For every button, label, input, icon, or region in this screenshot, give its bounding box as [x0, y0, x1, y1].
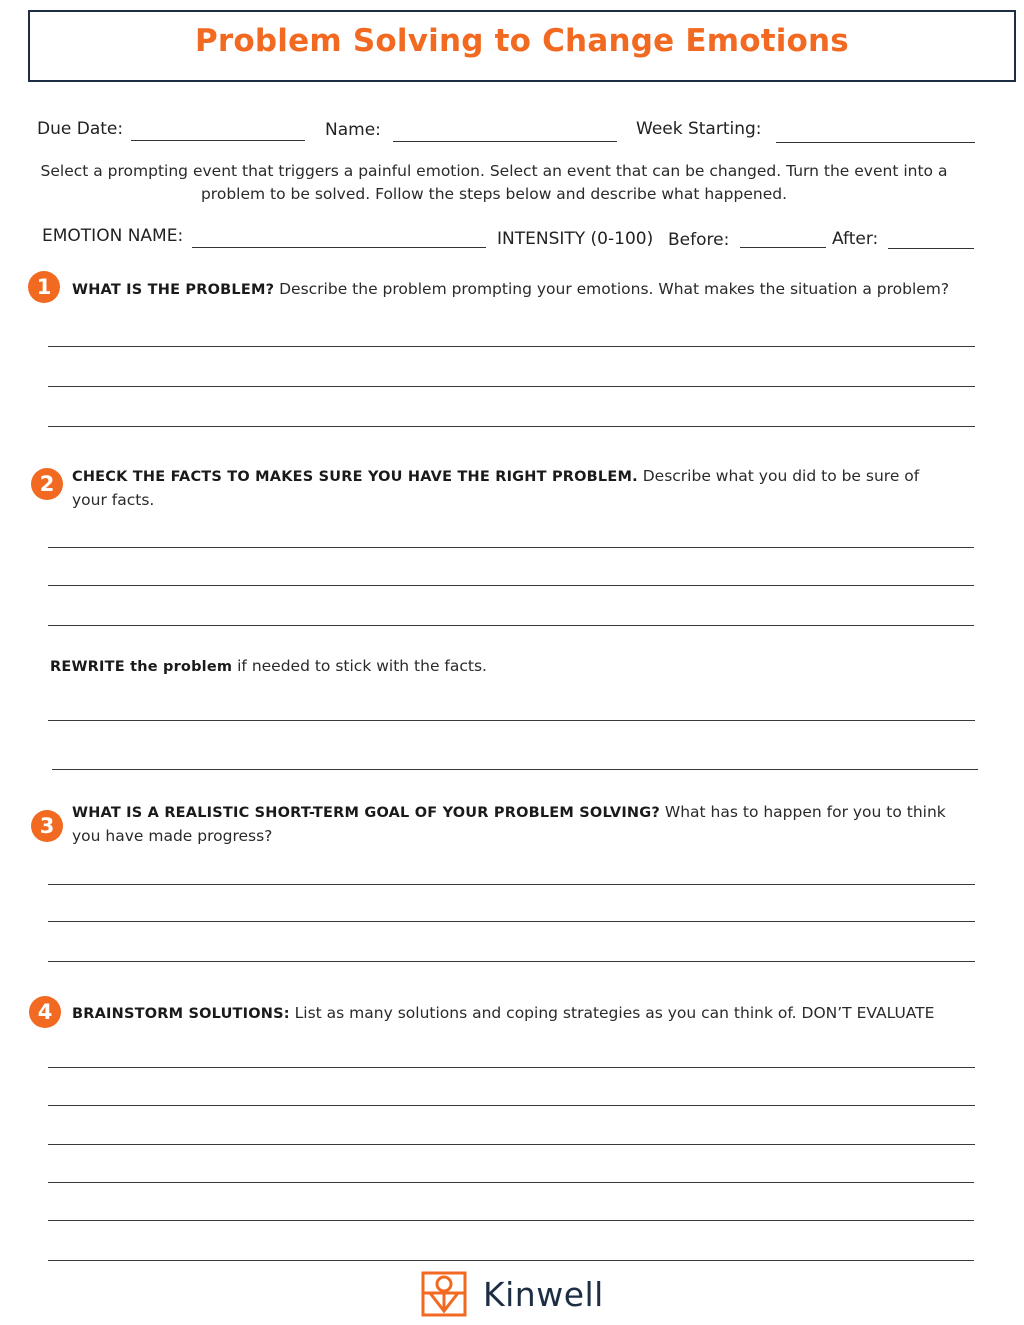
after-label: After: [832, 229, 879, 249]
step-1-heading: WHAT IS THE PROBLEM? [72, 282, 275, 298]
step-3-heading: WHAT IS A REALISTIC SHORT-TERM GOAL OF YOUR PROBLEM SOLVING? [72, 805, 660, 821]
title-box [28, 10, 1016, 82]
before-label: Before: [668, 230, 730, 250]
step-4-answer-line[interactable] [48, 1067, 975, 1068]
emotion-name-field[interactable] [192, 247, 486, 248]
step-2-answer-line[interactable] [48, 625, 974, 626]
step-4-answer-line[interactable] [48, 1105, 975, 1106]
step-2-text: Describe what you did to be sure of your facts. [72, 467, 920, 509]
kinwell-logo-mark-icon [421, 1271, 467, 1317]
after-field[interactable] [888, 248, 974, 249]
rewrite-text: if needed to stick with the facts. [232, 657, 487, 675]
step-4-answer-line[interactable] [48, 1260, 974, 1261]
step-4-answer-line[interactable] [48, 1220, 974, 1221]
step-1-prompt [72, 278, 992, 302]
step-1-text: Describe the problem prompting your emotions. What makes the situation a problem? [274, 280, 950, 298]
kinwell-logo [421, 1271, 604, 1317]
kinwell-logo-word: Kinwell [483, 1274, 604, 1314]
step-1-answer-line[interactable] [48, 386, 975, 387]
step-1-badge: 1 [28, 271, 60, 303]
step-2-answer-line[interactable] [48, 585, 974, 586]
step-3-prompt [72, 801, 952, 848]
week-starting-label: Week Starting: [636, 119, 762, 139]
intensity-label: INTENSITY (0-100) [497, 229, 654, 249]
step-4-prompt [72, 1002, 1002, 1026]
step-2-prompt [72, 465, 952, 512]
step-4-answer-line[interactable] [48, 1182, 974, 1183]
step-4-heading: BRAINSTORM SOLUTIONS: [72, 1006, 290, 1022]
step-2-answer-line[interactable] [48, 547, 974, 548]
step-4-answer-line[interactable] [48, 1144, 975, 1145]
due-date-field[interactable] [131, 140, 305, 141]
step-1-answer-line[interactable] [48, 346, 975, 347]
step-3-answer-line[interactable] [48, 884, 975, 885]
step-3-text: What has to happen for you to think you have made progress? [72, 803, 946, 845]
step-2-badge: 2 [31, 468, 63, 500]
emotion-name-label: EMOTION NAME: [42, 226, 184, 246]
step-4-badge: 4 [29, 996, 61, 1028]
step-2-heading: CHECK THE FACTS TO MAKES SURE YOU HAVE THE RIGHT PROBLEM. [72, 469, 638, 485]
rewrite-answer-line[interactable] [48, 720, 975, 721]
rewrite-prompt [50, 655, 950, 679]
step-1-answer-line[interactable] [48, 426, 975, 427]
page-title: Problem Solving to Change Emotions [195, 23, 849, 59]
step-3-badge: 3 [31, 810, 63, 842]
step-4-text: List as many solutions and coping strategies as you can think of. DON’T EVALUATE [289, 1004, 935, 1022]
rewrite-answer-line[interactable] [52, 769, 978, 770]
name-label: Name: [325, 120, 381, 140]
name-field[interactable] [393, 141, 617, 142]
rewrite-heading: REWRITE the problem [50, 659, 233, 675]
before-field[interactable] [740, 247, 826, 248]
instructions: Select a prompting event that triggers a painful emotion. Select an event that can be changed. Turn the event into a problem to be solved. Follow the steps below and describe what happened. [40, 162, 948, 203]
step-3-answer-line[interactable] [48, 961, 975, 962]
week-starting-field[interactable] [776, 142, 975, 143]
due-date-label: Due Date: [37, 119, 124, 139]
step-3-answer-line[interactable] [48, 921, 975, 922]
